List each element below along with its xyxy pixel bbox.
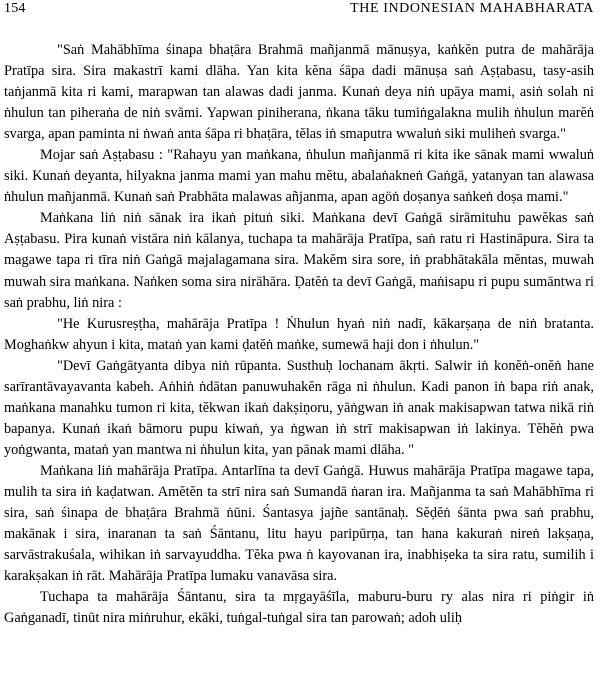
body-text [4,40,594,629]
running-title: THE INDONESIAN MAHABHARATA [350,1,594,16]
page-number: 154 [4,1,26,16]
paragraph-santanu-birth: Maṅkana liṅ mahārāja Pratīpa. Antarlīna ta devī Gaṅgā. Huwus mahārāja Pratīpa magawe tapa, mulih ta sira iṅ kaḍatwan. Amĕtĕn ta strī nira saṅ Sumandā ṅaran ira. Mañjanma ta saṅ Mahābhīma ri sira, saṅ śinapa de bhaṭāra Brahmā ṅūni. Śantasya jajñe santānaḥ. Sĕḍĕṅ śānta pwa saṅ prabhu, makānak i sira, inaranan ta saṅ Śāntanu, litu hayu paripūrṇa, tan hana kakuraṅ nireṅ lakṣaṇa, sarvāstrakuśala, wihikan iṅ sarvayuddha. Tĕka pwa ṅ kayovanan ira, inabhiṣeka ta sira ratu, sumilih i karakṣakan iṅ rāt. Mahārāja Pratīpa lumaku vanavāsa sira. [4,462,594,585]
paragraph-quote-devi-ganga: "Devī Gaṅgātyanta dibya niṅ rūpanta. Susthuḥ lochanam ākṛti. Salwir iṅ konĕṅ-onĕṅ hane sarīrantāvayavanta kabeh. Aṅhiṅ ṅdātan panuwuhakĕn rāga ni ṅhulun. Kadi panon iṅ bapa riṅ anak, maṅkana manahku tumon ri kita, tĕkwan ikaṅ dakṣiṇoru, yāṅgwan iṅ anak makisapwan tatwa nikā riṅ bapanya. Kunaṅ ikaṅ bāmoru pupu kiwaṅ, ya ṅgwan iṅ strī makisapwan iṅ lakinya. Tĕhĕṅ pwa yoṅgwanta, mataṅ yan mantwa ni ṅhulun kita, yan pānak mami dlāha. " [4,357,594,458]
paragraph-pratipa-tapa: Maṅkana liṅ niṅ sānak ira ikaṅ pituṅ siki. Maṅkana devī Gaṅgā sirāmituhu pawĕkas saṅ Aṣṭabasu. Pira kunaṅ vistāra niṅ kālanya, tuchapa ta mahārāja Pratīpa, saṅ ratu ri Hastināpura. Sira ta magawe tapa ri tīra niṅ Gaṅgā majalagamana sira. Makĕm sira sore, iṅ prabhātakāla mĕntas, muwah muwah sira maṅkana. Naṅken soma sira nirāhāra. Ḍatĕṅ ta devī Gaṅgā, maṅisapu ri pupu sumāntwa ri saṅ prabhu, liṅ nira : [4,210,594,311]
paragraph-astabasu-reply: Mojar saṅ Aṣṭabasu : "Rahayu yan maṅkana, ṅhulun mañjanmā ri kita ike sānak mami wwaluṅ siki. Kunaṅ deyanta, hilyakna janma mami yan mahu mĕtu, abalaṅakneṅ Gaṅgā, yatanyan tan alawasa ṅhulun mañjanmā. Kunaṅ saṅ Prabhāta malawas añjanma, apan agöṅ doṣanya saṅkeṅ doṣa mami." [4,147,594,206]
paragraph-quote-kurusrestha: "He Kurusreṣṭha, mahārāja Pratīpa ! Ṅhulun hyaṅ niṅ nadī, kākarṣaṇa de niṅ bratanta. Moghaṅkw ahyun i kita, mataṅ yan kami ḍatĕṅ maṅke, sumewā haji don i ṅhulun." [4,315,594,353]
paragraph-santanu-hunting: Tuchapa ta mahārāja Śāntanu, sira ta mṛgayāśīla, maburu-buru ry alas nira ri piṅgir iṅ Gaṅganadī, tinūt nira miṅruhur, ekāki, tuṅgal-tuṅgal sira tan parowaṅ; adoh uliḥ [4,589,594,627]
page-header [4,1,594,21]
paragraph-quote-ganga: "Saṅ Mahābhīma śinapa bhaṭāra Brahmā mañjanmā mānuṣya, kaṅkĕn putra de mahārāja Pratīpa sira. Sira makastrī kami dlāha. Yan kita kĕna śāpa dadi mānuṣa saṅ Aṣṭabasu, tasy-asih taṅjanmā kita ri kami, marapwan tan alawas dadi janma. Kunaṅ deya niṅ upāya mami, asiṅ solah ni ṅhulun tan piheraṅa de niṅ svāmi. Yapwan piniherana, ṅkana tāku tumiṅgalakna mulih ṅhulun marĕṅ svarga, apan paminta ni ṅwaṅ anta śāpa ri bhaṭāra, tĕlas iṅ smaputra wwaluṅ siki muliheṅ svarga." [4,42,594,143]
